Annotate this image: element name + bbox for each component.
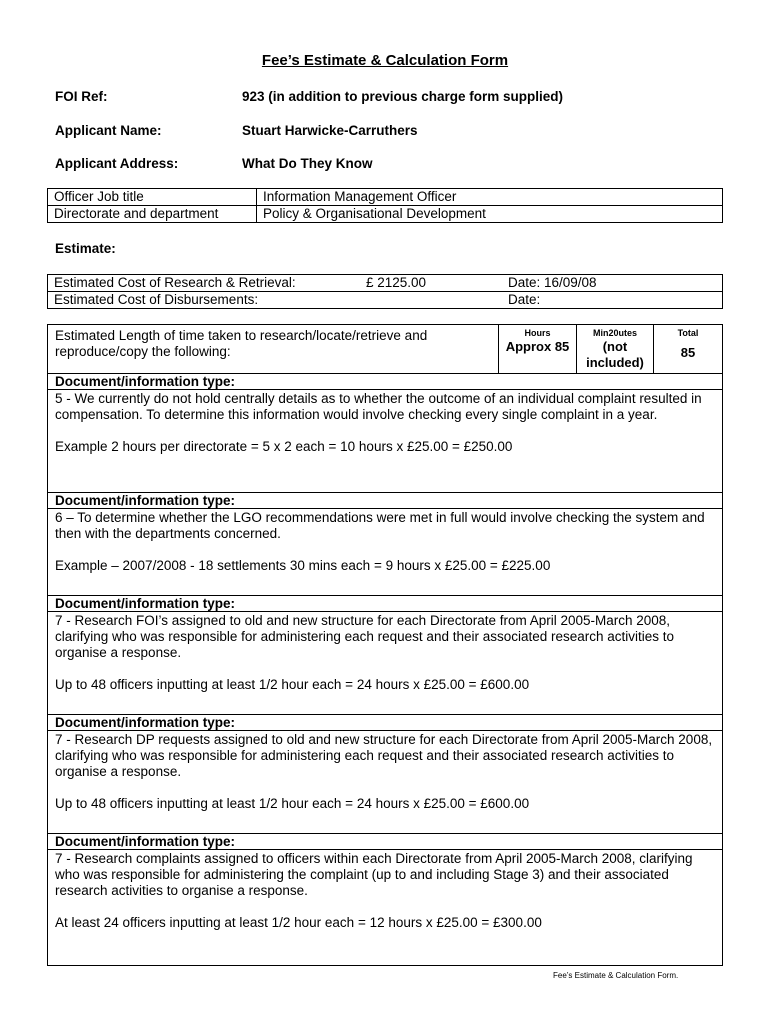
item-calculation: Up to 48 officers inputting at least 1/2 hour each = 24 hours x £25.00 = £600.00 [55, 796, 530, 811]
table-row [48, 715, 723, 731]
item-description: 7 - Research FOI’s assigned to old and new structure for each Directorate from April 2005-March 2008, clarifying who was responsible for administering each request and their associated research activities to organise a response. [55, 613, 675, 660]
foi-ref-value: 923 (in addition to previous charge form supplied) [242, 89, 564, 104]
time-description: Estimated Length of time taken to research/locate/retrieve and reproduce/copy the following: [48, 325, 499, 374]
table-row [48, 206, 723, 223]
minutes-header: Min20utes [592, 328, 637, 338]
hours-cell [499, 325, 577, 374]
research-cost-label: Estimated Cost of Research & Retrieval: [48, 275, 361, 292]
document-item [48, 731, 723, 834]
minutes-cell [577, 325, 654, 374]
estimate-heading: Estimate: [55, 241, 116, 256]
table-row [48, 493, 723, 509]
document-type-label: Document/information type: [48, 715, 723, 731]
job-title-value: Information Management Officer [257, 189, 723, 206]
hours-value: Approx 85 [505, 339, 570, 354]
total-cell [654, 325, 723, 374]
item-description: 5 - We currently do not hold centrally details as to whether the outcome of an individual complaint resulted in compensation. To determine this information would involve checking every single complaint in a year. [55, 391, 702, 422]
item-description: 7 - Research complaints assigned to officers within each Directorate from April 2005-March 2008, clarifying who was responsible for administering the complaint (up to and including Stage 3) and their associated research activities to organise a response. [55, 851, 693, 898]
page-title: Fee’s Estimate & Calculation Form [261, 52, 509, 69]
item-calculation: At least 24 officers inputting at least 1/2 hour each = 12 hours x £25.00 = £300.00 [55, 915, 542, 930]
document-type-label: Document/information type: [48, 374, 723, 390]
table-row [48, 275, 723, 292]
document-type-label: Document/information type: [48, 596, 723, 612]
page-footer: Fee’s Estimate & Calculation Form. [553, 971, 679, 980]
table-row [48, 325, 723, 374]
table-row [48, 850, 723, 966]
applicant-name-label: Applicant Name: [55, 123, 162, 138]
minutes-value: (not included) [586, 339, 644, 370]
time-estimate-table [47, 324, 723, 966]
table-row [48, 292, 723, 309]
officer-table [47, 188, 723, 223]
applicant-name-value: Stuart Harwicke-Carruthers [242, 123, 418, 138]
research-cost-date: Date: 16/09/08 [502, 275, 723, 292]
table-row [48, 374, 723, 390]
disbursements-date: Date: [502, 292, 723, 309]
cost-table [47, 274, 723, 309]
total-value: 85 [680, 345, 696, 360]
document-item [48, 612, 723, 715]
table-row [48, 834, 723, 850]
item-description: 7 - Research DP requests assigned to old and new structure for each Directorate from April 2005-March 2008, clarifying who was responsible for administering each request and their associated research activities to organise a response. [55, 732, 713, 779]
item-calculation: Example 2 hours per directorate = 5 x 2 each = 10 hours x £25.00 = £250.00 [55, 439, 513, 454]
table-row [48, 596, 723, 612]
table-row [48, 390, 723, 493]
document-type-label: Document/information type: [48, 493, 723, 509]
document-item [48, 850, 723, 966]
document-type-label: Document/information type: [48, 834, 723, 850]
document-item [48, 509, 723, 596]
applicant-address-label: Applicant Address: [55, 156, 179, 171]
foi-ref-label: FOI Ref: [55, 89, 108, 104]
table-row [48, 612, 723, 715]
total-header: Total [677, 328, 699, 338]
hours-header: Hours [524, 328, 551, 338]
research-cost-value: £ 2125.00 [360, 275, 502, 292]
disbursements-value [360, 292, 502, 309]
disbursements-label: Estimated Cost of Disbursements: [48, 292, 361, 309]
document-item [48, 390, 723, 493]
applicant-address-value: What Do They Know [242, 156, 373, 171]
item-calculation: Up to 48 officers inputting at least 1/2 hour each = 24 hours x £25.00 = £600.00 [55, 677, 530, 692]
table-row [48, 731, 723, 834]
table-row [48, 189, 723, 206]
directorate-value: Policy & Organisational Development [257, 206, 723, 223]
table-row [48, 509, 723, 596]
directorate-label: Directorate and department [48, 206, 257, 223]
job-title-label: Officer Job title [48, 189, 257, 206]
item-description: 6 – To determine whether the LGO recommendations were met in full would involve checking the system and then with the departments concerned. [55, 510, 705, 541]
item-calculation: Example – 2007/2008 - 18 settlements 30 mins each = 9 hours x £25.00 = £225.00 [55, 558, 551, 573]
